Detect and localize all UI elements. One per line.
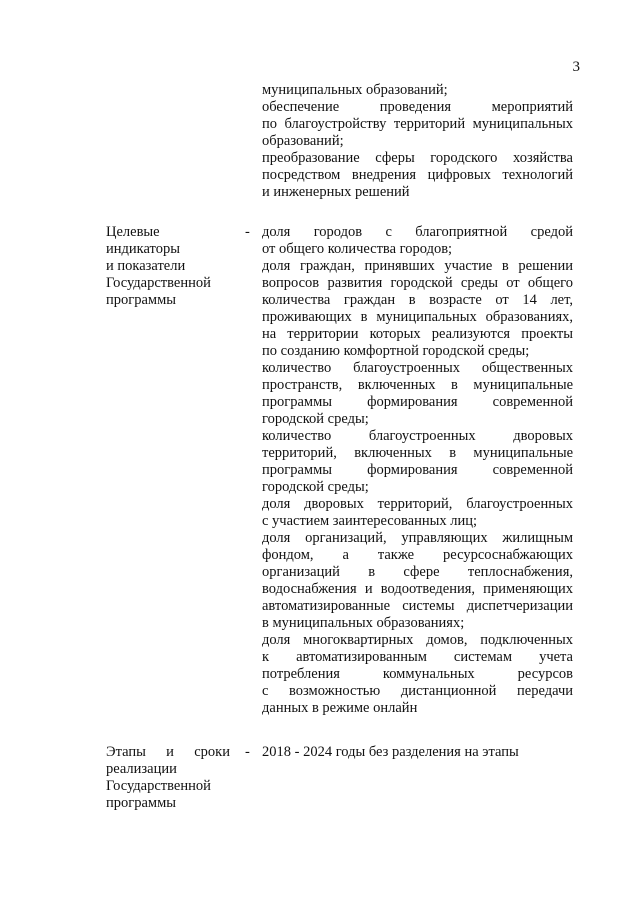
value-line: городской среды; — [262, 411, 369, 427]
indicators-dash: - — [245, 224, 250, 240]
text-line: по благоустройству территорий муниципальных — [262, 116, 573, 132]
value-line: доля многоквартирных домов, подключенных — [262, 632, 573, 648]
label-line: и показатели — [106, 258, 186, 274]
value-line: вопросов развития городской среды от общего — [262, 275, 573, 291]
page-number: 3 — [572, 59, 580, 75]
text-line: преобразование сферы городского хозяйства — [262, 150, 573, 166]
text-line: обеспечение проведения мероприятий — [262, 99, 573, 115]
value-line: количества граждан в возрасте от 14 лет, — [262, 292, 573, 308]
label-line: Этапы и сроки — [106, 744, 230, 760]
value-line: водоснабжения и водоотведения, применяющих — [262, 581, 573, 597]
label-line: Государственной — [106, 778, 211, 794]
value-line: количество благоустроенных общественных — [262, 360, 573, 376]
value-line: организаций в сфере теплоснабжения, — [262, 564, 573, 580]
value-line: к автоматизированным системам учета — [262, 649, 573, 665]
stages-dash: - — [245, 744, 250, 760]
value-line: городской среды; — [262, 479, 369, 495]
value-line: в муниципальных образованиях; — [262, 615, 465, 631]
label-line: реализации — [106, 761, 177, 777]
value-line: на территории которых реализуются проекты — [262, 326, 573, 342]
value-line: доля дворовых территорий, благоустроенных — [262, 496, 573, 512]
value-line: фондом, а также ресурсоснабжающих — [262, 547, 573, 563]
value-line: доля городов с благоприятной средой — [262, 224, 573, 240]
value-line: потребления коммунальных ресурсов — [262, 666, 573, 682]
value-line: пространств, включенных в муниципальные — [262, 377, 573, 393]
text-line: муниципальных образований; — [262, 82, 448, 98]
value-line: по созданию комфортной городской среды; — [262, 343, 530, 359]
label-line: индикаторы — [106, 241, 180, 257]
value-line: с возможностью дистанционной передачи — [262, 683, 573, 699]
value-line: количество благоустроенных дворовых — [262, 428, 573, 444]
value-line: доля организаций, управляющих жилищным — [262, 530, 573, 546]
value-line: территорий, включенных в муниципальные — [262, 445, 573, 461]
value-line: автоматизированные системы диспетчеризации — [262, 598, 573, 614]
text-line: и инженерных решений — [262, 184, 410, 200]
label-line: Государственной — [106, 275, 211, 291]
label-line: Целевые — [106, 224, 160, 240]
value-line: программы формирования современной — [262, 394, 573, 410]
value-line: от общего количества городов; — [262, 241, 453, 257]
stages-value: 2018 - 2024 годы без разделения на этапы — [262, 744, 519, 760]
value-line: с участием заинтересованных лиц; — [262, 513, 478, 529]
value-line: данных в режиме онлайн — [262, 700, 418, 716]
label-line: программы — [106, 292, 176, 308]
value-line: доля граждан, принявших участие в решении — [262, 258, 573, 274]
text-line: образований; — [262, 133, 344, 149]
value-line: программы формирования современной — [262, 462, 573, 478]
label-line: программы — [106, 795, 176, 811]
text-line: посредством внедрения цифровых технологий — [262, 167, 573, 183]
value-line: проживающих в муниципальных образованиях, — [262, 309, 573, 325]
